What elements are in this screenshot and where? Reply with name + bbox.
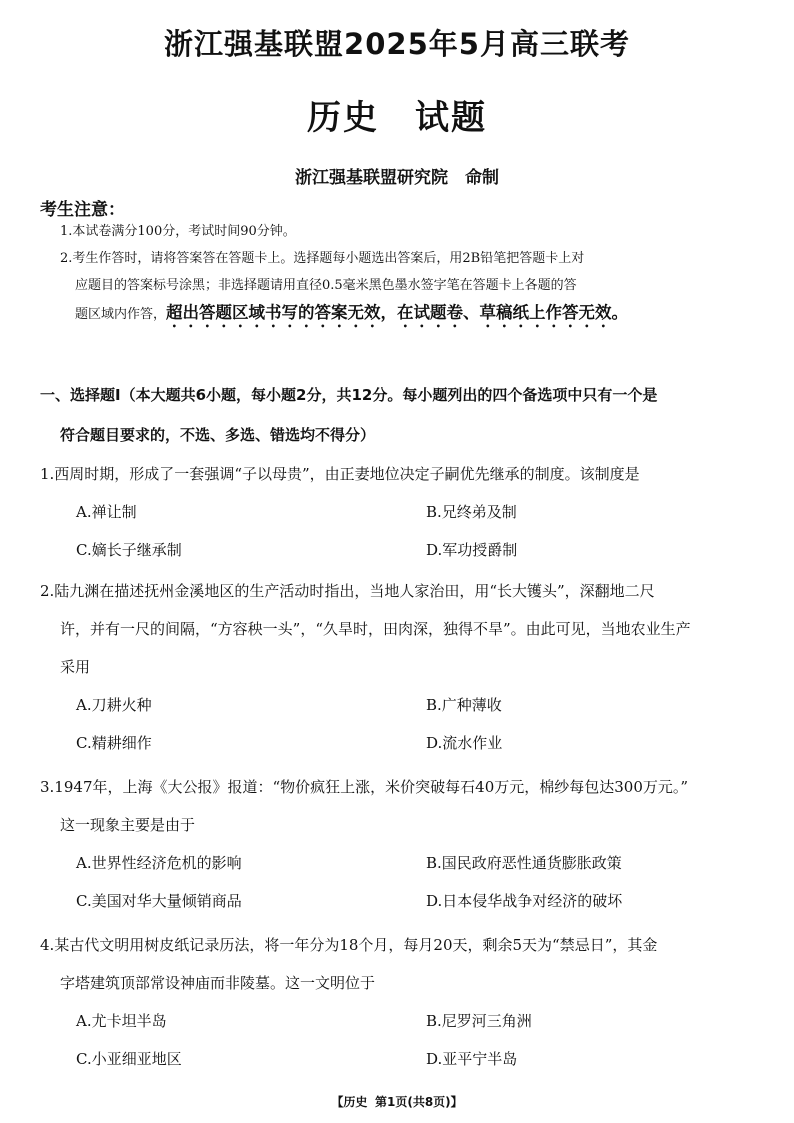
answer-options xyxy=(40,493,760,569)
page-footer xyxy=(0,1093,794,1110)
option-d: D.军功授爵制 xyxy=(426,541,518,559)
option-c: C.精耕细作 xyxy=(76,734,152,752)
footer-subject: 【历史 xyxy=(331,1095,368,1109)
option-d: D.流水作业 xyxy=(426,734,503,752)
option-d: D.日本侵华战争对经济的破坏 xyxy=(426,892,623,910)
option-d: D.亚平宁半岛 xyxy=(426,1050,518,1068)
question-4 xyxy=(40,926,760,1078)
answer-options xyxy=(40,686,760,762)
notice-plain-text: 题区域内作答， xyxy=(75,307,167,322)
option-c: C.嫡长子继承制 xyxy=(76,541,182,559)
question-stem-line: 3.1947年，上海《大公报》报道：“物价疯狂上涨，米价突破每石40万元，棉纱每包达300万元。” xyxy=(40,778,689,796)
section-heading xyxy=(40,380,760,450)
option-c: C.小亚细亚地区 xyxy=(76,1050,182,1068)
notice-line-4 xyxy=(60,299,760,326)
question-stem-line: 1.西周时期，形成了一套强调“子以母贵”，由正妻地位决定子嗣优先继承的制度。该制度是 xyxy=(40,465,640,483)
question-stem-line: 4.某古代文明用树皮纸记录历法，将一年分为18个月，每月20天，剩余5天为“禁忌日”，其金 xyxy=(40,936,658,954)
section-heading-line-1: 一、选择题Ⅰ（本大题共6小题，每小题2分，共12分。每小题列出的四个备选项中只有一个是 xyxy=(40,386,658,404)
footer-page-number: 第1页(共8页)】 xyxy=(374,1095,463,1109)
notice-body xyxy=(60,218,760,326)
option-a: A.刀耕火种 xyxy=(76,696,152,714)
answer-options xyxy=(40,1002,760,1078)
option-a: A.世界性经济危机的影响 xyxy=(76,854,242,872)
question-stem-line: 采用 xyxy=(60,658,91,676)
question-1 xyxy=(40,455,760,569)
question-stem-line: 字塔建筑顶部常设神庙而非陵墓。这一文明位于 xyxy=(60,974,376,992)
notice-emphasis-text: 超出答题区域书写的答案无效，在试题卷、草稿纸上作答无效。 xyxy=(166,303,629,322)
question-stem-line: 这一现象主要是由于 xyxy=(60,816,196,834)
option-b: B.国民政府恶性通货膨胀政策 xyxy=(426,854,622,872)
answer-options xyxy=(40,844,760,920)
section-heading-line-2: 符合题目要求的，不选、多选、错选均不得分） xyxy=(60,426,376,444)
subject-title: 历史 试题 xyxy=(307,98,487,138)
notice-line-1: 1.本试卷满分100分，考试时间90分钟。 xyxy=(60,224,296,239)
option-b: B.尼罗河三角洲 xyxy=(426,1012,532,1030)
option-c: C.美国对华大量倾销商品 xyxy=(76,892,242,910)
question-3 xyxy=(40,768,760,920)
notice-line-3: 应题目的答案标号涂黑；非选择题请用直径0.5毫米黑色墨水签字笔在答题卡上各题的答 xyxy=(75,278,577,293)
option-a: A.尤卡坦半岛 xyxy=(76,1012,167,1030)
question-stem-line: 2.陆九渊在描述抚州金溪地区的生产活动时指出，当地人家治田，用“长大镬头”，深翻地二尺 xyxy=(40,582,655,600)
option-b: B.兄终弟及制 xyxy=(426,503,517,521)
option-a: A.禅让制 xyxy=(76,503,137,521)
question-stem-line: 许，并有一尺的间隔，“方容秧一头”，“久旱时，田肉深，独得不旱”。由此可见，当地农业生产 xyxy=(60,620,691,638)
question-2 xyxy=(40,572,760,762)
notice-heading: 考生注意： xyxy=(40,200,125,220)
exam-title: 浙江强基联盟2025年5月高三联考 xyxy=(164,27,630,61)
notice-line-2: 2.考生作答时，请将答案答在答题卡上。选择题每小题选出答案后，用2B铅笔把答题卡上对 xyxy=(60,251,585,266)
issuer-line: 浙江强基联盟研究院 命制 xyxy=(295,168,499,188)
option-b: B.广种薄收 xyxy=(426,696,502,714)
